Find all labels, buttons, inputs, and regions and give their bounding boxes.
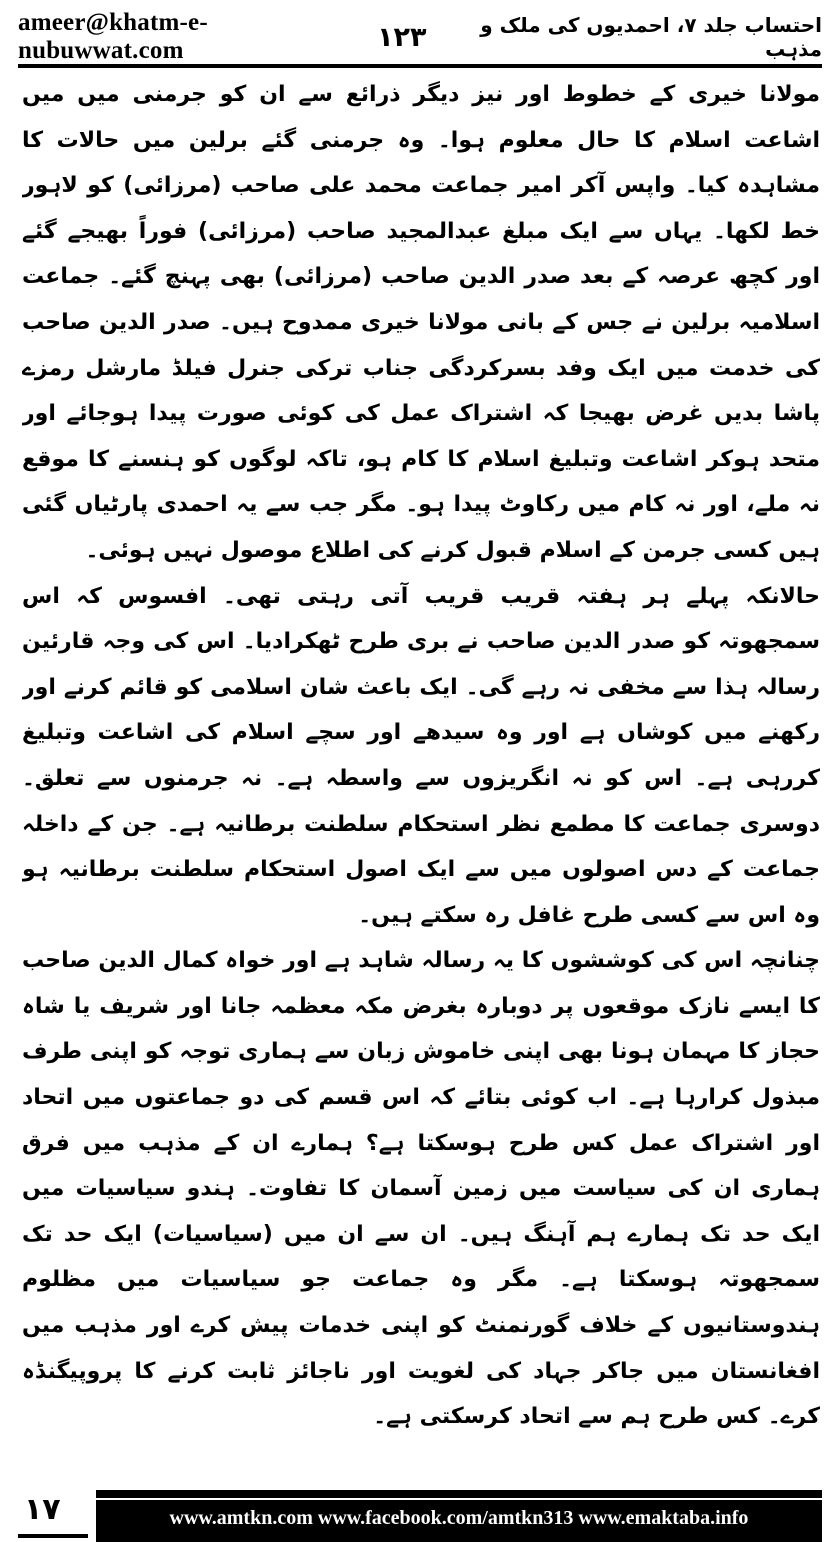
header-email[interactable]: ameer@khatm-e-nubuwwat.com — [18, 9, 208, 64]
page-number: ۱۲۳ — [377, 21, 427, 53]
running-title: احتساب جلد ۷، احمدیوں کی ملک و مذہب — [480, 13, 822, 61]
footer-links-bar — [96, 1490, 822, 1542]
page-body — [22, 72, 820, 1444]
page-header — [18, 9, 822, 64]
folio-number: ۱۷ — [24, 1492, 61, 1527]
paragraph-1: مولانا خیری کے خطوط اور نیز دیگر ذرائع سے ان کو جرمنی میں میں اشاعت اسلام کا حال معلوم ہوا۔ وہ جرمنی گئے برلین میں حالات کا مشاہدہ کیا۔ واپس آکر امیر جماعت محمد علی صاحب (مرزائی) کو لاہور خط لکھا۔ یہاں سے ایک مبلغ عبدالمجید صاحب (مرزائی) فوراً بھیجے گئے اور کچھ عرصہ کے بعد صدر الدین صاحب (مرزائی) بھی پہنچ گئے۔ جماعت اسلامیہ برلین نے جس کے بانی مولانا خیری ممدوح ہیں۔ صدر الدین صاحب کی خدمت میں ایک وفد بسرکردگی جناب ترکی جنرل فیلڈ مارشل رمزے پاشا بدیں غرض بھیجا کہ اشتراک عمل کی کوئی صورت پیدا ہوجائے اور متحد ہوکر اشاعت وتبلیغ اسلام کا کام ہو، تاکہ لوگوں کو ہنسنے کا موقع نہ ملے، اور نہ کام میں رکاوٹ پیدا ہو۔ مگر جب سے یہ احمدی پارٹیاں گئی ہیں کسی جرمن کے اسلام قبول کرنے کی اطلاع موصول نہیں ہوئی۔ — [22, 82, 820, 563]
header-divider — [18, 64, 822, 68]
page-footer — [0, 1478, 840, 1540]
folio-divider — [18, 1534, 88, 1538]
footer-links[interactable]: www.amtkn.com www.facebook.com/amtkn313 www.emaktaba.info — [169, 1506, 749, 1529]
paragraph-3: چنانچہ اس کی کوششوں کا یہ رسالہ شاہد ہے اور خواہ کمال الدین صاحب کا ایسے نازک موقعوں پر دوبارہ بغرض مکہ معظمہ جانا اور شریف یا شاہ حجاز کا مہمان ہونا بھی اپنی خاموش زبان سے ہماری توجہ کو اپنی طرف مبذول کرارہا ہے۔ اب کوئی بتائے کہ اس قسم کی دو جماعتوں میں اتحاد اور اشتراک عمل کس طرح ہوسکتا ہے؟ ہمارے ان کے مذہب میں فرق ہماری ان کی سیاست میں زمین آسمان کا تفاوت۔ ہندو سیاسیات میں ایک حد تک ہمارے ہم آہنگ ہیں۔ ان سے ان میں (سیاسیات) ایک حد تک سمجھوتہ ہوسکتا ہے۔ مگر وہ جماعت جو سیاسیات میں مظلوم ہندوستانیوں کے خلاف گورنمنٹ کو اپنی خدمات پیش کرے اور مذہب میں افغانستان میں جاکر جہاد کی لغویت اور ناجائز ثابت کرنے کا پروپیگنڈہ کرے۔ کس طرح ہم سے اتحاد کرسکتی ہے۔ — [22, 948, 820, 1430]
header-left — [18, 9, 427, 65]
paragraph-4 — [22, 1440, 820, 1444]
paragraph-2: حالانکہ پہلے ہر ہفتہ قریب قریب آتی رہتی تھی۔ افسوس کہ اس سمجھوتہ کو صدر الدین صاحب نے بری طرح ٹھکرادیا۔ اس کی وجہ قارئین رسالہ ہذا سے مخفی نہ رہے گی۔ ایک باعث شان اسلامی کو قائم کرنے اور رکھنے میں کوشاں ہے اور وہ سیدھے اور سچے اسلام کی اشاعت وتبلیغ کررہی ہے۔ اس کو نہ انگریزوں سے واسطہ ہے۔ نہ جرمنوں سے تعلق۔ دوسری جماعت کا مطمع نظر استحکام سلطنت برطانیہ ہے۔ جن کے داخلہ جماعت کے دس اصولوں میں سے ایک اصول استحکام سلطنت برطانیہ ہو وہ اس سے کسی طرح غافل رہ سکتے ہیں۔ — [22, 583, 820, 928]
